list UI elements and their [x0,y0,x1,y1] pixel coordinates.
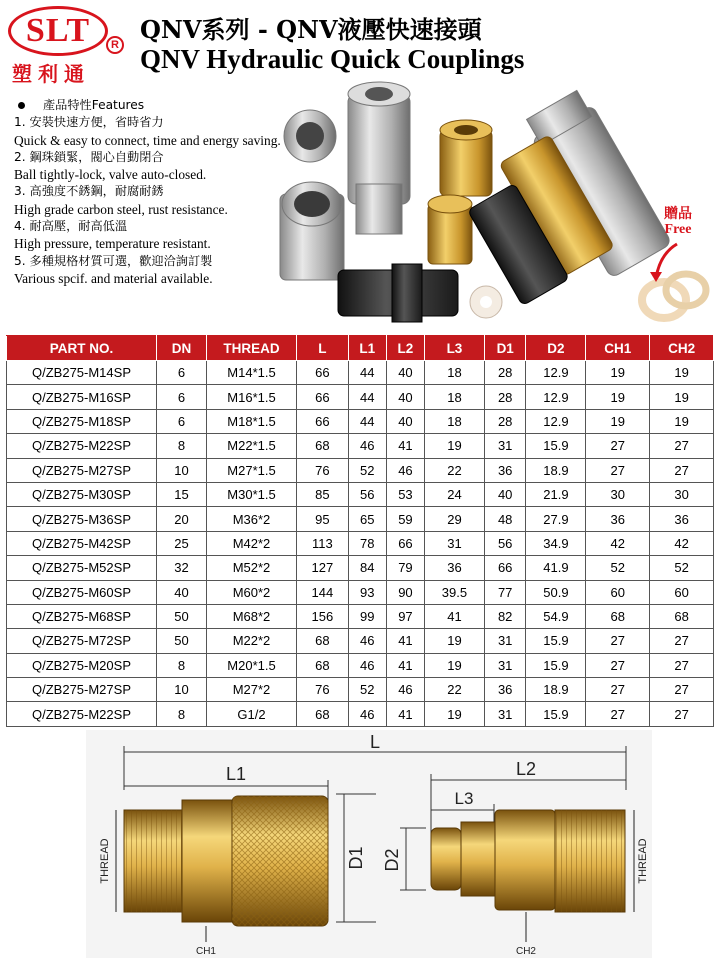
spec-cell: M36*2 [207,507,297,531]
part-number-cell: Q/ZB275-M20SP [7,653,157,677]
feature-3-cn: 3. 高強度不銹鋼，耐腐耐銹 [14,184,164,199]
spec-cell: 78 [348,531,386,555]
spec-cell: 28 [484,409,526,433]
spec-cell: 68 [650,604,714,628]
spec-cell: 68 [586,604,650,628]
spec-cell: 144 [297,580,349,604]
spec-cell: 50.9 [526,580,586,604]
spec-cell: 42 [586,531,650,555]
spec-cell: 40 [386,361,424,385]
spec-cell: 27 [586,434,650,458]
table-row [7,385,714,409]
spec-cell: 41 [386,653,424,677]
feature-1-cn: 1. 安裝快速方便，省時省力 [14,115,164,130]
spec-cell: 36 [650,507,714,531]
spec-cell: 31 [484,434,526,458]
spec-cell: 156 [297,604,349,628]
col-header-ch1: CH1 [586,336,650,361]
spec-cell: 90 [386,580,424,604]
spec-cell: 25 [157,531,207,555]
spec-cell: 36 [425,556,485,580]
spec-cell: 41 [425,604,485,628]
ch1-label: CH1 [195,946,217,957]
spec-cell: 66 [484,556,526,580]
spec-cell: 36 [586,507,650,531]
spec-cell: 18.9 [526,678,586,702]
spec-cell: M20*1.5 [207,653,297,677]
feature-3-en: High grade carbon steel, rust resistance. [14,201,228,217]
table-row [7,434,714,458]
gift-label-en: Free [664,222,692,237]
spec-cell: 31 [484,653,526,677]
spec-cell: 127 [297,556,349,580]
spec-cell: 60 [586,580,650,604]
part-number-cell: Q/ZB275-M22SP [7,434,157,458]
spec-cell: 52 [586,556,650,580]
spec-cell: 44 [348,409,386,433]
registered-mark: R [106,36,124,54]
product-photo [272,74,720,330]
table-row [7,458,714,482]
spec-cell: 28 [484,385,526,409]
features-heading: 產品特性Features [14,96,284,114]
spec-cell: 10 [157,678,207,702]
col-header-part-no: PART NO. [7,336,157,361]
spec-cell: 19 [425,434,485,458]
spec-cell: 19 [425,629,485,653]
spec-cell: 44 [348,361,386,385]
table-row [7,409,714,433]
coupler-body-icon [124,796,328,926]
black-nipple-icon [338,264,458,322]
spec-cell: 68 [297,434,349,458]
spec-cell: 27 [586,702,650,726]
gift-label-cn: 贈品 [664,206,692,222]
part-number-cell: Q/ZB275-M30SP [7,482,157,506]
spec-cell: 12.9 [526,409,586,433]
spec-cell: 53 [386,482,424,506]
brand-logo [8,6,126,86]
spec-cell: 18 [425,385,485,409]
spec-cell: 8 [157,702,207,726]
spec-cell: 15.9 [526,629,586,653]
spec-cell: 52 [348,458,386,482]
spec-cell: 56 [348,482,386,506]
col-header-l1: L1 [348,336,386,361]
steel-coupler-icon [280,110,344,280]
table-header-row [7,336,714,361]
gift-label [664,206,692,238]
spec-cell: 97 [386,604,424,628]
spec-cell: 15 [157,482,207,506]
spec-cell: 46 [348,653,386,677]
spec-cell: 46 [348,702,386,726]
spec-cell: 27 [650,678,714,702]
part-number-cell: Q/ZB275-M60SP [7,580,157,604]
spec-cell: 99 [348,604,386,628]
spec-cell: 41.9 [526,556,586,580]
spec-cell: 27 [650,702,714,726]
spec-cell: M27*1.5 [207,458,297,482]
spec-cell: 27 [586,678,650,702]
col-header-l: L [297,336,349,361]
spec-cell: 39.5 [425,580,485,604]
spec-cell: 28 [484,361,526,385]
spec-cell: M27*2 [207,678,297,702]
spec-cell: 15.9 [526,702,586,726]
spec-cell: 113 [297,531,349,555]
spec-cell: 48 [484,507,526,531]
table-row [7,604,714,628]
part-number-cell: Q/ZB275-M72SP [7,629,157,653]
spec-cell: 27 [586,629,650,653]
spec-cell: 66 [297,385,349,409]
spec-cell: 22 [425,458,485,482]
feature-1-en: Quick & easy to connect, time and energy saving. [14,132,281,148]
brass-coupler-icon [428,120,492,264]
spec-cell: 68 [297,653,349,677]
spec-cell: M42*2 [207,531,297,555]
feature-4-cn: 4. 耐高壓，耐高低溫 [14,219,128,234]
feature-5-en: Various spcif. and material available. [14,270,213,286]
part-number-cell: Q/ZB275-M52SP [7,556,157,580]
spec-cell: 21.9 [526,482,586,506]
spec-cell: 76 [297,678,349,702]
spec-cell: 27 [650,434,714,458]
spec-cell: 19 [425,702,485,726]
spec-cell: 27 [650,653,714,677]
steel-plug-icon [348,82,410,234]
spec-cell: 40 [157,580,207,604]
spec-cell: 66 [297,361,349,385]
spec-cell: 19 [586,385,650,409]
spec-cell: 59 [386,507,424,531]
spec-cell: 46 [348,434,386,458]
table-row [7,580,714,604]
dim-label-l1: L1 [225,764,247,784]
o-ring-icon [642,274,706,318]
assembled-coupling-icon [468,87,672,305]
spec-cell: 50 [157,629,207,653]
spec-table [6,335,714,727]
spec-cell: M52*2 [207,556,297,580]
spec-cell: 36 [484,458,526,482]
spec-cell: 8 [157,434,207,458]
spec-cell: 77 [484,580,526,604]
spec-cell: 54.9 [526,604,586,628]
spec-cell: 60 [650,580,714,604]
spec-cell: 36 [484,678,526,702]
spec-cell: 12.9 [526,385,586,409]
spec-cell: M16*1.5 [207,385,297,409]
spec-cell: 6 [157,361,207,385]
part-number-cell: Q/ZB275-M18SP [7,409,157,433]
ch2-label: CH2 [515,946,537,957]
features-list [14,96,284,287]
dimension-diagram [86,730,652,958]
spec-cell: M22*2 [207,629,297,653]
col-header-dn: DN [157,336,207,361]
dim-label-d1: D1 [346,846,366,870]
feature-2-en: Ball tightly-lock, valve auto-closed. [14,167,207,183]
part-number-cell: Q/ZB275-M27SP [7,458,157,482]
spec-cell: 30 [650,482,714,506]
spec-cell: 10 [157,458,207,482]
spec-cell: 68 [297,702,349,726]
spec-cell: 19 [586,361,650,385]
table-row [7,702,714,726]
logo-chinese-name: 塑利通 [12,62,90,86]
spec-cell: 27 [586,653,650,677]
spec-cell: 41 [386,434,424,458]
part-number-cell: Q/ZB275-M16SP [7,385,157,409]
logo-oval [8,6,108,56]
spec-cell: 19 [586,409,650,433]
table-row [7,531,714,555]
part-number-cell: Q/ZB275-M68SP [7,604,157,628]
spec-cell: M18*1.5 [207,409,297,433]
spec-cell: 44 [348,385,386,409]
table-row [7,361,714,385]
spec-cell: 40 [386,385,424,409]
spec-cell: 6 [157,385,207,409]
spec-cell: 46 [348,629,386,653]
spec-cell: 65 [348,507,386,531]
thread-label-right: THREAD [637,838,649,884]
feature-2-cn: 2. 鋼珠鎖緊，閥心自動閉合 [14,149,164,164]
table-row [7,678,714,702]
spec-cell: 85 [297,482,349,506]
feature-4-en: High pressure, temperature resistant. [14,236,211,252]
spec-cell: 20 [157,507,207,531]
table-row [7,629,714,653]
dim-label-d2: D2 [382,848,402,872]
col-header-thread: THREAD [207,336,297,361]
spec-cell: 19 [650,409,714,433]
table-row [7,507,714,531]
col-header-l2: L2 [386,336,424,361]
spec-cell: 68 [297,629,349,653]
spec-cell: 27 [586,458,650,482]
part-number-cell: Q/ZB275-M42SP [7,531,157,555]
table-row [7,556,714,580]
spec-cell: 22 [425,678,485,702]
feature-5-cn: 5. 多種規格材質可選，歡迎洽詢訂製 [14,253,213,268]
table-row [7,482,714,506]
spec-cell: 79 [386,556,424,580]
spec-cell: 15.9 [526,653,586,677]
dim-label-l2: L2 [515,759,537,779]
table-body [7,361,714,727]
spec-cell: 32 [157,556,207,580]
spec-cell: 93 [348,580,386,604]
spec-cell: 76 [297,458,349,482]
spec-cell: 24 [425,482,485,506]
logo-brand-text: SLT [25,12,91,49]
page-title-chinese: QNV系列 - QNV液壓快速接頭 [140,15,482,44]
spec-cell: M68*2 [207,604,297,628]
spec-cell: 41 [386,702,424,726]
dim-label-l3: L3 [454,789,474,808]
spec-cell: 40 [484,482,526,506]
spec-cell: 8 [157,653,207,677]
spec-cell: 18 [425,409,485,433]
col-header-ch2: CH2 [650,336,714,361]
spec-cell: 95 [297,507,349,531]
spec-cell: 31 [484,702,526,726]
spec-cell: 52 [348,678,386,702]
part-number-cell: Q/ZB275-M36SP [7,507,157,531]
spec-cell: 27.9 [526,507,586,531]
col-header-d2: D2 [526,336,586,361]
bullet-icon [18,102,25,109]
spec-cell: M22*1.5 [207,434,297,458]
spec-cell: 15.9 [526,434,586,458]
part-number-cell: Q/ZB275-M14SP [7,361,157,385]
spec-cell: M60*2 [207,580,297,604]
spec-cell: 19 [650,385,714,409]
spec-cell: 31 [425,531,485,555]
part-number-cell: Q/ZB275-M22SP [7,702,157,726]
spec-cell: 56 [484,531,526,555]
spec-cell: 29 [425,507,485,531]
dim-label-l: L [369,732,381,752]
spec-cell: 50 [157,604,207,628]
spec-cell: 66 [386,531,424,555]
spec-cell: 40 [386,409,424,433]
spec-cell: 27 [650,629,714,653]
col-header-d1: D1 [484,336,526,361]
spec-cell: 82 [484,604,526,628]
spec-cell: 31 [484,629,526,653]
spec-cell: 12.9 [526,361,586,385]
spec-cell: 30 [586,482,650,506]
spec-cell: 41 [386,629,424,653]
page-title-english: QNV Hydraulic Quick Couplings [140,44,525,74]
spec-cell: 42 [650,531,714,555]
col-header-l3: L3 [425,336,485,361]
spec-cell: 18 [425,361,485,385]
spec-cell: 6 [157,409,207,433]
spec-cell: 84 [348,556,386,580]
spec-cell: 34.9 [526,531,586,555]
spec-cell: 18.9 [526,458,586,482]
spec-cell: 46 [386,458,424,482]
spec-cell: M14*1.5 [207,361,297,385]
spec-cell: 19 [425,653,485,677]
spec-cell: G1/2 [207,702,297,726]
spec-cell: 66 [297,409,349,433]
spec-cell: 19 [650,361,714,385]
spec-cell: M30*1.5 [207,482,297,506]
part-number-cell: Q/ZB275-M27SP [7,678,157,702]
thread-label-left: THREAD [99,838,111,884]
spec-cell: 27 [650,458,714,482]
spec-cell: 46 [386,678,424,702]
table-row [7,653,714,677]
spec-cell: 52 [650,556,714,580]
